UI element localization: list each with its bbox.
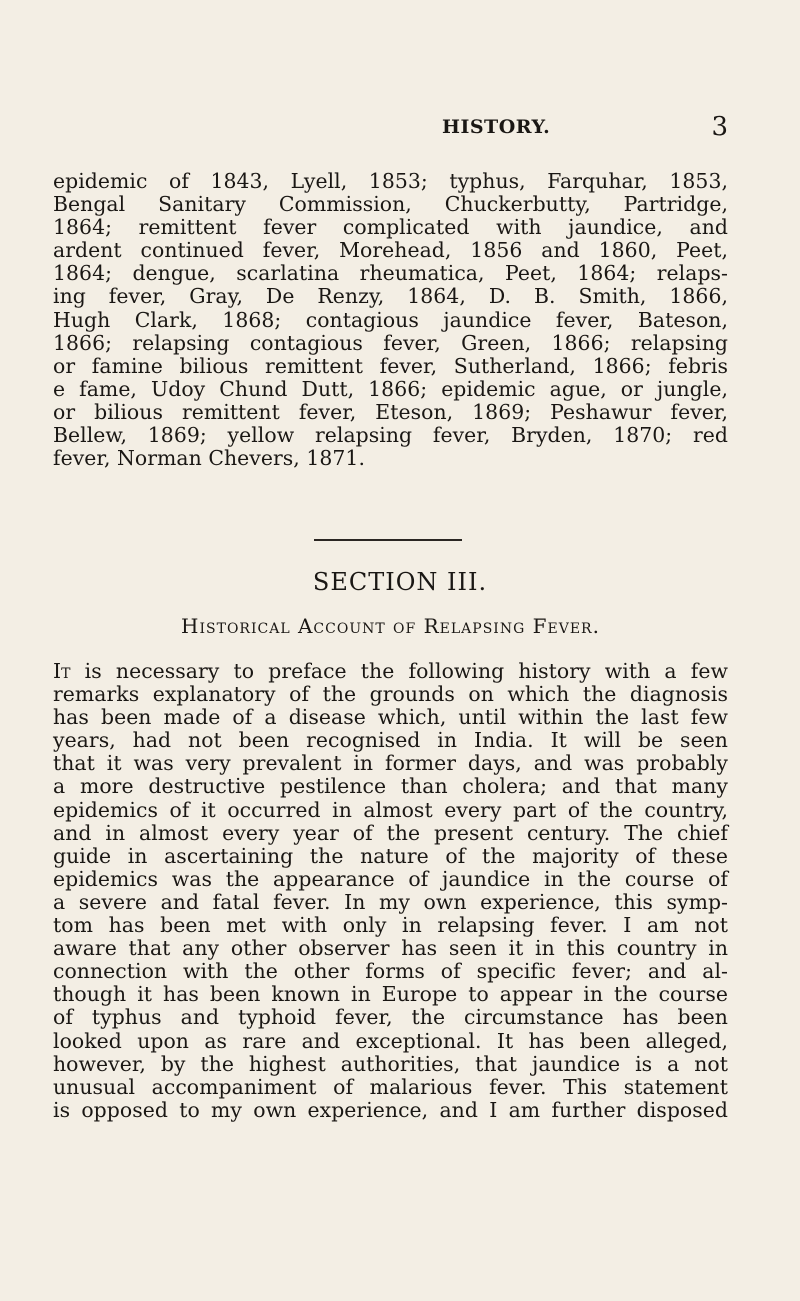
text-line: has been made of a disease which, until within the last few xyxy=(53,705,728,730)
text-line: and in almost every year of the present century. The chief xyxy=(53,820,728,845)
text-line: however, by the highest authorities, that jaundice is a not xyxy=(53,1051,728,1076)
text-line: tom has been met with only in relapsing fever. I am not xyxy=(53,913,728,938)
drop-first-word: It xyxy=(53,659,71,683)
page-number: 3 xyxy=(711,112,728,142)
running-title: HISTORY. xyxy=(442,116,551,138)
section-heading: SECTION III. xyxy=(312,568,488,596)
text-line: a more destructive pestilence than cholera; and that many xyxy=(53,774,728,799)
text-line: a severe and fatal fever. In my own experience, this symp- xyxy=(53,889,728,914)
text-line: guide in ascertaining the nature of the majority of these xyxy=(53,843,728,868)
text-line-rest: is necessary to preface the following history with a few xyxy=(70,659,728,683)
text-line: remarks explanatory of the grounds on which the diagnosis xyxy=(53,682,728,707)
text-line: is opposed to my own experience, and I am further disposed xyxy=(53,1097,728,1122)
paragraph-1 xyxy=(53,170,728,470)
text-line: ing fever, Gray, De Renzy, 1864, D. B. Smith, 1866, xyxy=(53,284,728,309)
text-line: looked upon as rare and exceptional. It has been alleged, xyxy=(53,1028,728,1053)
text-line: ardent continued fever, Morehead, 1856 and 1860, Peet, xyxy=(53,238,728,263)
section-divider xyxy=(314,539,462,541)
text-line: 1866; relapsing contagious fever, Green, 1866; relapsing xyxy=(53,330,728,355)
text-line: or bilious remittent fever, Eteson, 1869; Peshawur fever, xyxy=(53,399,728,424)
text-line: fever, Norman Chevers, 1871. xyxy=(53,446,365,471)
text-line: Hugh Clark, 1868; contagious jaundice fever, Bateson, xyxy=(53,307,728,332)
text-line: 1864; dengue, scarlatina rheumatica, Peet, 1864; relaps- xyxy=(53,261,728,286)
text-line: though it has been known in Europe to appear in the course xyxy=(53,982,728,1007)
section-subtitle: Historical Account of Relapsing Fever. xyxy=(181,614,600,638)
text-line: years, had not been recognised in India. It will be seen xyxy=(53,728,728,753)
text-line: or famine bilious remittent fever, Sutherland, 1866; febris xyxy=(53,353,728,378)
text-line: epidemic of 1843, Lyell, 1853; typhus, Farquhar, 1853, xyxy=(53,169,728,193)
text-line-first xyxy=(53,660,728,683)
paragraph-2 xyxy=(53,660,728,1122)
page-header xyxy=(90,112,728,148)
text-line: 1864; remittent fever complicated with jaundice, and xyxy=(53,215,728,240)
text-line: connection with the other forms of specific fever; and al- xyxy=(53,959,728,984)
text-line: unusual accompaniment of malarious fever. This statement xyxy=(53,1074,728,1099)
text-line: epidemics was the appearance of jaundice in the course of xyxy=(53,866,728,891)
text-line: of typhus and typhoid fever, the circumstance has been xyxy=(53,1005,728,1030)
text-line: Bengal Sanitary Commission, Chuckerbutty, Partridge, xyxy=(53,192,728,217)
text-line: epidemics of it occurred in almost every part of the country, xyxy=(53,797,728,822)
text-line: e fame, Udoy Chund Dutt, 1866; epidemic ague, or jungle, xyxy=(53,376,728,401)
text-line: aware that any other observer has seen it in this country in xyxy=(53,936,728,961)
text-line: that it was very prevalent in former days, and was probably xyxy=(53,751,728,776)
text-line: Bellew, 1869; yellow relapsing fever, Bryden, 1870; red xyxy=(53,423,728,448)
